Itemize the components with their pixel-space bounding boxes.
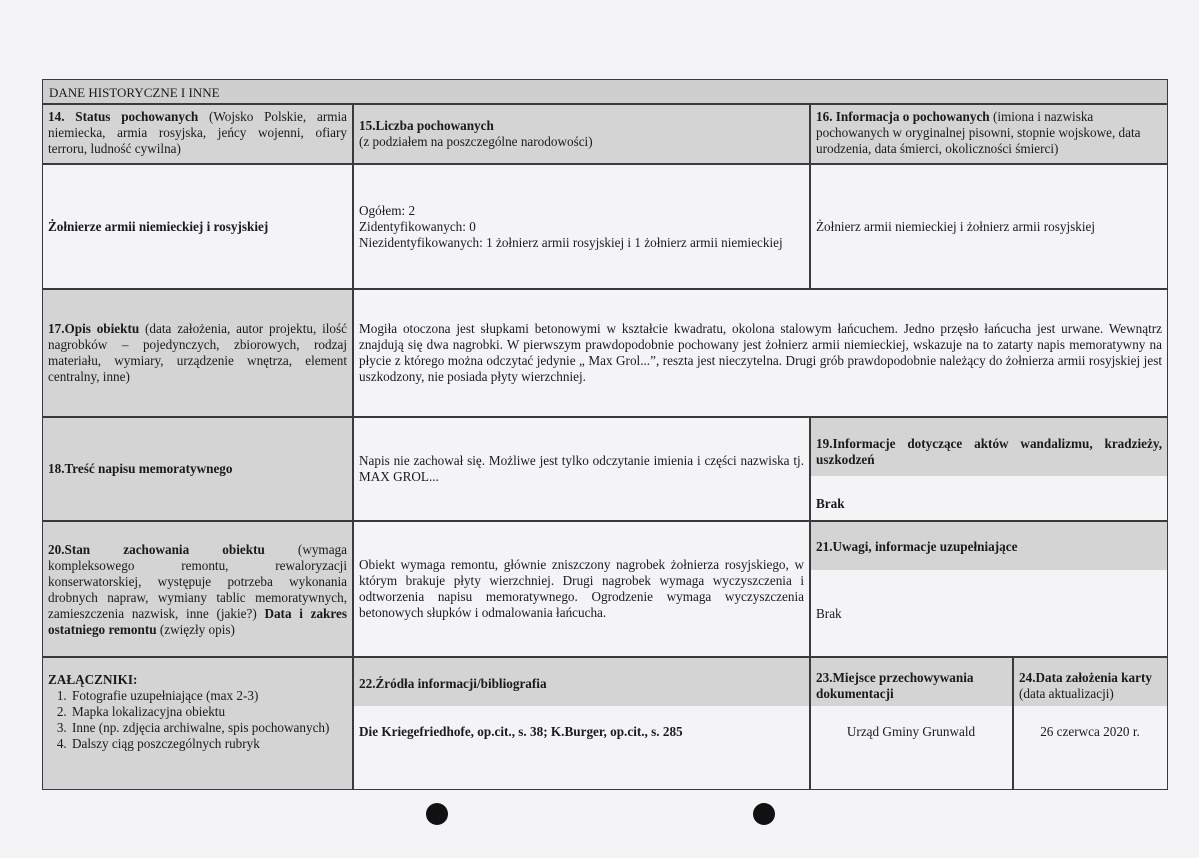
field-16-title: 16. Informacja o pochowanych xyxy=(816,109,990,124)
field-23 xyxy=(810,657,1013,790)
field-15-unidentified: Niezidentyfikowanych: 1 żołnierz armii rosyjskiej i 1 żołnierz armii niemieckiej xyxy=(359,234,783,250)
field-21-value: Brak xyxy=(816,606,842,621)
field-17-title: 17.Opis obiektu xyxy=(48,321,140,336)
field-24 xyxy=(1013,657,1168,790)
field-22 xyxy=(353,657,810,790)
field-16-hint: (imiona i nazwiska pochowanych w oryginalnej pisowni, stopnie wojskowe, data urodzenia, data śmierci, okoliczności śmierci) xyxy=(816,109,1141,156)
field-22-title: 22.Źródła informacji/bibliografia xyxy=(359,676,547,691)
field-19-value: Brak xyxy=(816,496,845,511)
field-19 xyxy=(810,417,1168,521)
field-20-title: 20.Stan zachowania obiektu xyxy=(48,542,265,557)
field-14-value: Żołnierze armii niemieckiej i rosyjskiej xyxy=(42,164,353,289)
field-15-identified: Zidentyfikowanych: 0 xyxy=(359,218,476,234)
field-15-header xyxy=(353,104,810,164)
field-21-title: 21.Uwagi, informacje uzupełniające xyxy=(816,539,1018,554)
attachments-list xyxy=(48,688,347,752)
field-14-hint: (Wojsko Polskie, armia niemiecka, armia rosyjska, jeńcy wojenni, ofiary terroru, ludność cywilna) xyxy=(48,109,347,156)
field-16-header xyxy=(810,104,1168,164)
section-title: DANE HISTORYCZNE I INNE xyxy=(42,79,1168,104)
field-23-title: 23.Miejsce przechowywania dokumentacji xyxy=(816,670,974,701)
punch-hole xyxy=(426,803,448,825)
attachments-title: ZAŁĄCZNIKI: xyxy=(48,672,138,687)
field-24-header xyxy=(1019,670,1167,702)
field-24-hint: (data aktualizacji) xyxy=(1019,686,1114,701)
field-24-value: 26 czerwca 2020 r. xyxy=(1040,724,1140,739)
field-22-value: Die Kriegefriedhofe, op.cit., s. 38; K.Burger, op.cit., s. 285 xyxy=(359,724,683,739)
field-24-title: 24.Data założenia karty xyxy=(1019,670,1152,685)
field-18-value: Napis nie zachował się. Możliwe jest tylko odczytanie imienia i części nazwiska tj. MAX GROL... xyxy=(353,417,810,521)
field-14-title: 14. Status pochowanych xyxy=(48,109,199,124)
field-17-header xyxy=(42,289,353,417)
attachments-item: 4. Dalszy ciąg poszczególnych rubryk xyxy=(70,736,347,752)
field-15-title: 15.Liczba pochowanych xyxy=(359,118,494,133)
field-21 xyxy=(810,521,1168,657)
field-19-title: 19.Informacje dotyczące aktów wandalizmu, kradzieży, uszkodzeń xyxy=(816,436,1162,467)
attachments-item: 2. Mapka lokalizacyjna obiektu xyxy=(70,704,347,720)
attachments-item: 3. Inne (np. zdjęcia archiwalne, spis pochowanych) xyxy=(70,720,347,736)
field-20-header xyxy=(42,521,353,657)
field-20-subhint: (zwięzły opis) xyxy=(159,622,235,637)
field-15-total: Ogółem: 2 xyxy=(359,202,416,218)
field-23-value: Urząd Gminy Grunwald xyxy=(846,724,976,739)
attachments-item: 1. Fotografie uzupełniające (max 2-3) xyxy=(70,688,347,704)
punch-hole xyxy=(753,803,775,825)
field-20-subtitle: Data i zakres ostatniego remontu xyxy=(48,606,347,637)
attachments xyxy=(42,657,353,790)
field-16-value: Żołnierz armii niemieckiej i żołnierz armii rosyjskiej xyxy=(810,164,1168,289)
field-20-hint: (wymaga kompleksowego remontu, rewaloryzacji konserwatorskiej, występuje potrzeba wykonania drobnych napraw, wymiany tablic memoratywnych, zamieszczenia nazwisk, inne (jakie?) xyxy=(48,542,347,621)
field-15-hint: (z podziałem na poszczególne narodowości) xyxy=(359,134,593,149)
field-15-value xyxy=(353,164,810,289)
field-17-value: Mogiła otoczona jest słupkami betonowymi w kształcie kwadratu, okolona stalowym łańcuchem. Jedno przęsło łańcucha jest urwane. Wewnątrz znajdują się dwa nagrobki. W pierwszym prawdopodobnie pochowany jest żołnierz armii niemieckiej, wskazuje na to zatarty napis memoratywny na płycie z którego można odczytać jedynie „ Max Grol...”, reszta jest nieczytelna. Drugi grób prawdopodobnie należący do żołnierza armii rosyjskiej jest uszkodzony, nie posiada płyty wierzchniej. xyxy=(353,289,1168,417)
field-17-hint: (data założenia, autor projektu, ilość nagrobków – pojedynczych, zbiorowych, rodzaj materiału, wymiary, urządzenie wnętrza, element centralny, inne) xyxy=(48,321,347,384)
field-18-title: 18.Treść napisu memoratywnego xyxy=(42,417,353,521)
field-14-header xyxy=(42,104,353,164)
field-20-value: Obiekt wymaga remontu, głównie zniszczony nagrobek żołnierza rosyjskiego, w którym brakuje płyty wierzchniej. Drugi nagrobek wymaga wyczyszczenia i odtworzenia napisu memoratywnego. Ogrodzenie wymaga wyczyszczenia betonowych słupków i odmalowania łańcucha. xyxy=(353,521,810,657)
